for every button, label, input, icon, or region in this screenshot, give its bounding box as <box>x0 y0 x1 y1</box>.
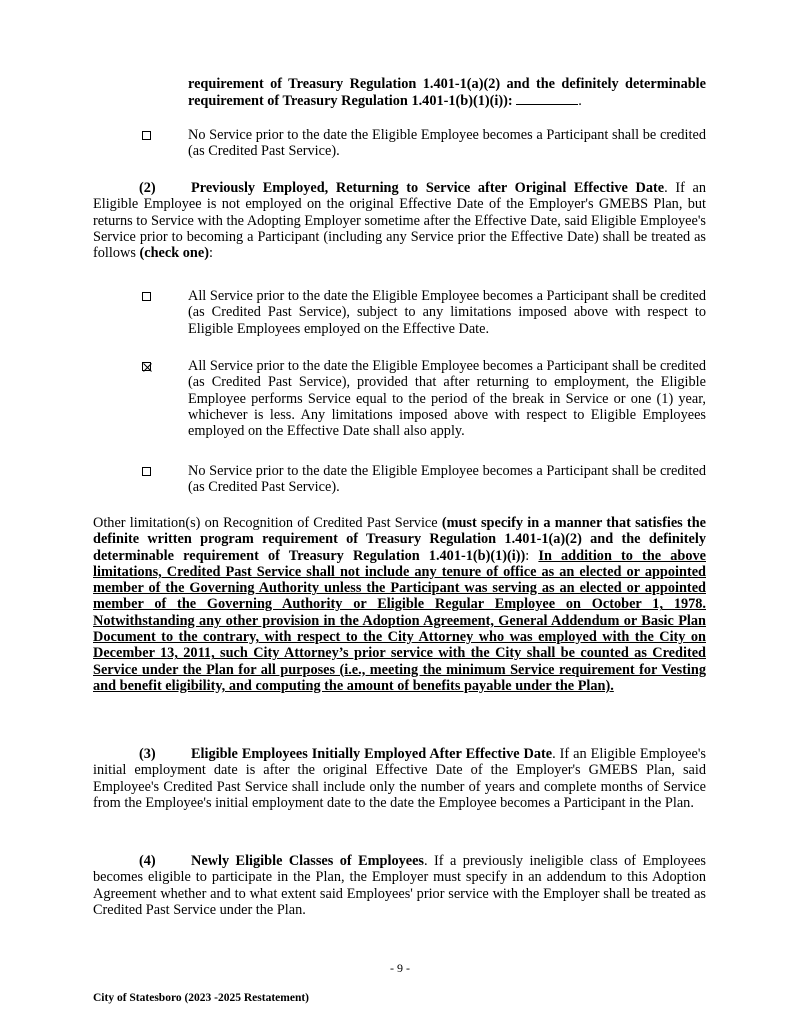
limitations-specification: In addition to the above limitations, Credited Past Service shall not include any tenure of office as an elected or appointed member of the Governing Authority unless the Participant was serving as an elected or appointed member of the Governing Authority or Eligible Regular Employee on October 1, 1978. Notwithstanding any other provision in the Adoption Agreement, General Addendum or Basic Plan Document to the contrary, with respect to the City Attorney who was employed with the City on December 13, 2011, such City Attorney’s prior service with the City shall be counted as Credited Service under the Plan for all purposes (i.e., meeting the minimum Service requirement for Vesting and benefit eligibility, and computing the amount of benefits payable under the Plan). <box>93 547 706 694</box>
option-no-service-text: No Service prior to the date the Eligible Employee becomes a Participant shall be credited (as Credited Past Service). <box>188 463 706 496</box>
requirement-fragment: requirement of Treasury Regulation 1.401-1(a)(2) and the definitely determinable requirement of Treasury Regulation 1.401-1(b)(1)(i)): . <box>188 76 706 110</box>
checkbox-option-all-service-subject[interactable] <box>142 292 151 301</box>
section-4-heading: Newly Eligible Classes of Employees <box>191 853 424 869</box>
option-all-service-subject-text: All Service prior to the date the Eligible Employee becomes a Participant shall be credited (as Credited Past Service), subject to any limitations imposed above with respect to Eligible Employees employed on the Effective Date. <box>188 288 706 337</box>
page-number: - 9 - <box>390 961 410 975</box>
section-2-paragraph: (2) Previously Employed, Returning to Service after Original Effective Date. If an Eligible Employee is not employed on the original Effective Date of the Employer's GMEBS Plan, but returns to Service with the Adopting Employer sometime after the Effective Date, said Eligible Employee's Service prior to becoming a Participant (including any Service prior the Effective Date) shall be treated as follows (check one): <box>93 180 706 262</box>
other-limitations-paragraph: Other limitation(s) on Recognition of Credited Past Service (must specify in a manner that satisfies the definite written program requirement of Treasury Regulation 1.401-1(a)(2) and the definitely determinable requirement of Treasury Regulation 1.401-1(b)(1)(i)): In addition to the above limitations, Credited Past Service shall not include any tenure of office as an elected or appointed member of the Governing Authority unless the Participant was serving as an elected or appointed member of the Governing Authority or Eligible Regular Employee on October 1, 1978. Notwithstanding any other provision in the Adoption Agreement, General Addendum or Basic Plan Document to the contrary, with respect to the City Attorney who was employed with the City on December 13, 2011, such City Attorney’s prior service with the City shall be counted as Credited Service under the Plan for all purposes (i.e., meeting the minimum Service requirement for Vesting and benefit eligibility, and computing the amount of benefits payable under the Plan). <box>93 515 706 694</box>
section-4-number: (4) <box>139 853 156 869</box>
section-3-heading: Eligible Employees Initially Employed After Effective Date <box>191 746 553 762</box>
section-4-paragraph: (4) Newly Eligible Classes of Employees. If a previously ineligible class of Employees becomes eligible to participate in the Plan, the Employer must specify in an addendum to this Adoption Agreement whether and to what extent said Employees' prior service with the Employer shall be treated as Credited Past Service under the Plan. <box>93 853 706 918</box>
section-3-paragraph: (3) Eligible Employees Initially Employed After Effective Date. If an Eligible Employee's initial employment date is after the original Effective Date of the Employer's GMEBS Plan, said Employee's Credited Past Service shall include only the number of years and complete months of Service from the Employee's initial employment date to the date the Employee becomes a Participant in the Plan. <box>93 746 706 811</box>
checkmark-x-icon <box>143 363 152 372</box>
document-footer: City of Statesboro (2023 -2025 Restatement) <box>93 992 310 1004</box>
checkbox-option-all-service-break[interactable] <box>142 362 151 371</box>
option-all-service-break-text: All Service prior to the date the Eligible Employee becomes a Participant shall be credited (as Credited Past Service), provided that after returning to employment, the Eligible Employee performs Service equal to the period of the break in Service or one (1) year, whichever is less. Any limitations imposed above with respect to Eligible Employees employed on the Effective Date shall also apply. <box>188 358 706 440</box>
option-no-prior-service-text: No Service prior to the date the Eligible Employee becomes a Participant shall be credited (as Credited Past Service). <box>188 127 706 160</box>
section-2-heading: Previously Employed, Returning to Service after Original Effective Date <box>191 180 665 196</box>
check-one-instruction: (check one) <box>139 245 209 262</box>
section-2-number: (2) <box>139 180 156 196</box>
checkbox-no-prior-service[interactable] <box>142 131 151 140</box>
fill-in-blank[interactable] <box>516 92 578 105</box>
section-3-number: (3) <box>139 746 156 762</box>
checkbox-option-no-service[interactable] <box>142 467 151 476</box>
